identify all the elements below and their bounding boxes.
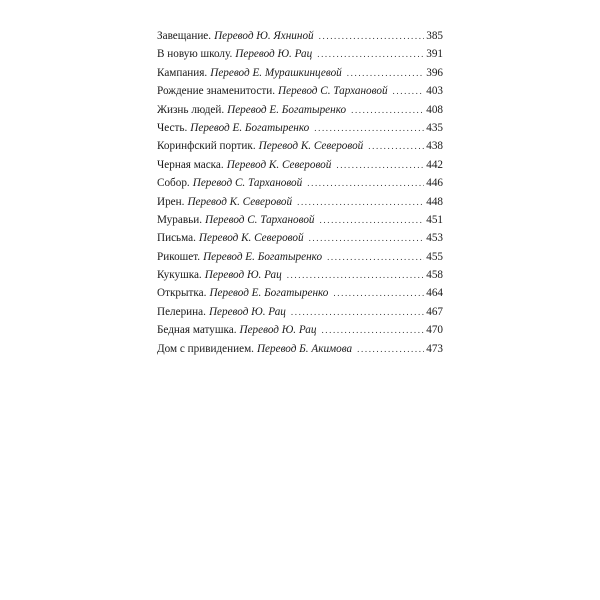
entry-title: Черная маска. — [157, 158, 224, 171]
toc-entry — [157, 177, 443, 195]
entry-page-number: 467 — [426, 305, 443, 318]
dot-leader — [309, 233, 425, 243]
entry-title: Коринфский портик. — [157, 140, 256, 153]
entry-page-number: 455 — [426, 250, 443, 263]
entry-page-number: 458 — [426, 269, 443, 282]
entry-title: Открытка. — [157, 287, 207, 300]
dot-leader — [368, 141, 424, 151]
entry-title: Кукушка. — [157, 269, 202, 282]
entry-page-number: 391 — [426, 48, 443, 61]
entry-translator: Перевод С. Тархановой — [278, 85, 388, 98]
toc-entry — [157, 343, 443, 361]
entry-page-number: 403 — [426, 85, 443, 98]
toc-entry — [157, 196, 443, 214]
entry-page-number: 470 — [426, 324, 443, 337]
toc-entry — [157, 122, 443, 140]
entry-page-number: 448 — [426, 195, 443, 208]
entry-translator: Перевод Е. Богатыренко — [203, 250, 323, 263]
dot-leader — [333, 288, 424, 298]
table-of-contents — [157, 30, 443, 361]
entry-page-number: 435 — [426, 121, 443, 134]
toc-entry — [157, 67, 443, 85]
entry-translator: Перевод К. Северовой — [198, 232, 304, 245]
entry-title: Бедная матушка. — [157, 324, 237, 337]
dot-leader — [327, 252, 424, 262]
entry-translator: Перевод Ю. Рац — [204, 269, 282, 282]
dot-leader — [357, 344, 424, 354]
entry-translator: Перевод Е. Мурашкинцевой — [210, 66, 342, 79]
entry-page-number: 451 — [426, 213, 443, 226]
toc-entry — [157, 48, 443, 66]
dot-leader — [393, 86, 425, 96]
entry-translator: Перевод К. Северовой — [226, 158, 332, 171]
dot-leader — [336, 160, 424, 170]
dot-leader — [307, 178, 424, 188]
toc-entry — [157, 306, 443, 324]
entry-page-number: 385 — [426, 30, 443, 42]
entry-translator: Перевод Ю. Яхниной — [214, 30, 314, 42]
entry-title: Кампания. — [157, 66, 208, 79]
entry-page-number: 453 — [426, 232, 443, 245]
toc-entry — [157, 287, 443, 305]
toc-entry — [157, 232, 443, 250]
dot-leader — [291, 307, 424, 317]
dot-leader — [317, 49, 424, 59]
dot-leader — [297, 197, 424, 207]
dot-leader — [347, 68, 424, 78]
entry-title: Муравьи. — [157, 213, 202, 226]
toc-entry — [157, 324, 443, 342]
dot-leader — [321, 325, 424, 335]
entry-page-number: 464 — [426, 287, 443, 300]
entry-title: Пелерина. — [157, 305, 206, 318]
entry-page-number: 442 — [426, 158, 443, 171]
entry-page-number: 473 — [426, 342, 443, 355]
toc-entry — [157, 251, 443, 269]
entry-translator: Перевод Ю. Рац — [239, 324, 317, 337]
dot-leader — [351, 105, 424, 115]
entry-translator: Перевод С. Тархановой — [205, 213, 315, 226]
entry-translator: Перевод Е. Богатыренко — [190, 121, 310, 134]
entry-title: Собор. — [157, 177, 190, 190]
dot-leader — [314, 123, 424, 133]
toc-entry — [157, 104, 443, 122]
entry-title: Рождение знаменитости. — [157, 85, 276, 98]
entry-translator: Перевод К. Северовой — [258, 140, 364, 153]
dot-leader — [319, 31, 425, 41]
entry-translator: Перевод Б. Акимова — [256, 342, 353, 355]
dot-leader — [320, 215, 425, 225]
entry-title: Завещание. — [157, 30, 212, 42]
toc-entry — [157, 30, 443, 48]
entry-translator: Перевод Ю. Рац — [235, 48, 313, 61]
entry-title: Жизнь людей. — [157, 103, 225, 116]
entry-translator: Перевод Е. Богатыренко — [227, 103, 347, 116]
entry-page-number: 446 — [426, 177, 443, 190]
toc-entry — [157, 159, 443, 177]
toc-entry — [157, 85, 443, 103]
toc-entry — [157, 269, 443, 287]
entry-title: Честь. — [157, 121, 188, 134]
entry-title: Ирен. — [157, 195, 185, 208]
entry-translator: Перевод Е. Богатыренко — [209, 287, 329, 300]
entry-page-number: 396 — [426, 66, 443, 79]
entry-title: В новую школу. — [157, 48, 233, 61]
entry-title: Рикошет. — [157, 250, 201, 263]
toc-entry — [157, 140, 443, 158]
entry-title: Письма. — [157, 232, 196, 245]
entry-page-number: 438 — [426, 140, 443, 153]
entry-translator: Перевод К. Северовой — [187, 195, 293, 208]
entry-translator: Перевод Ю. Рац — [208, 305, 286, 318]
dot-leader — [287, 270, 425, 280]
entry-translator: Перевод С. Тархановой — [192, 177, 303, 190]
entry-page-number: 408 — [426, 103, 443, 116]
entry-title: Дом с привидением. — [157, 342, 254, 355]
toc-entry — [157, 214, 443, 232]
